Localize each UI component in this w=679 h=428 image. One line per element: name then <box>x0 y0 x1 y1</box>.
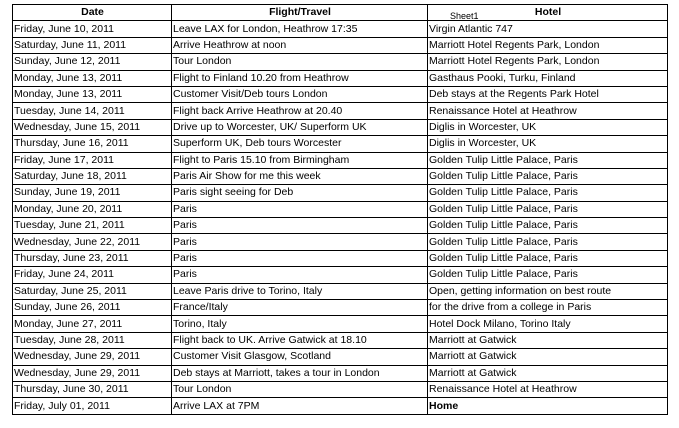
flight-cell[interactable]: Paris <box>172 250 428 266</box>
flight-cell[interactable]: Drive up to Worcester, UK/ Superform UK <box>172 119 428 135</box>
date-cell[interactable]: Wednesday, June 22, 2011 <box>13 234 172 250</box>
hotel-cell[interactable]: Diglis in Worcester, UK <box>428 136 668 152</box>
table-row <box>13 365 668 381</box>
table-row <box>13 267 668 283</box>
date-cell[interactable]: Sunday, June 26, 2011 <box>13 300 172 316</box>
flight-cell[interactable]: Arrive LAX at 7PM <box>172 398 428 414</box>
table-row <box>13 103 668 119</box>
hotel-cell[interactable]: Marriott at Gatwick <box>428 349 668 365</box>
flight-cell[interactable]: Superform UK, Deb tours Worcester <box>172 136 428 152</box>
table-row <box>13 21 668 37</box>
hotel-cell[interactable]: Golden Tulip Little Palace, Paris <box>428 250 668 266</box>
flight-cell[interactable]: Leave LAX for London, Heathrow 17:35 <box>172 21 428 37</box>
table-row <box>13 234 668 250</box>
date-cell[interactable]: Thursday, June 30, 2011 <box>13 381 172 397</box>
flight-cell[interactable]: France/Italy <box>172 300 428 316</box>
date-cell[interactable]: Monday, June 13, 2011 <box>13 70 172 86</box>
table-row <box>13 86 668 102</box>
date-cell[interactable]: Thursday, June 16, 2011 <box>13 136 172 152</box>
flight-cell[interactable]: Arrive Heathrow at noon <box>172 37 428 53</box>
flight-cell[interactable]: Paris sight seeing for Deb <box>172 185 428 201</box>
flight-cell[interactable]: Deb stays at Marriott, takes a tour in London <box>172 365 428 381</box>
date-cell[interactable]: Sunday, June 12, 2011 <box>13 54 172 70</box>
table-row <box>13 201 668 217</box>
date-cell[interactable]: Friday, June 17, 2011 <box>13 152 172 168</box>
table-row <box>13 283 668 299</box>
itinerary-rows <box>13 21 668 414</box>
hotel-cell[interactable]: Home <box>428 398 668 414</box>
hotel-cell[interactable]: Golden Tulip Little Palace, Paris <box>428 168 668 184</box>
hotel-cell[interactable]: Renaissance Hotel at Heathrow <box>428 381 668 397</box>
date-cell[interactable]: Monday, June 27, 2011 <box>13 316 172 332</box>
table-row <box>13 332 668 348</box>
flight-cell[interactable]: Paris <box>172 267 428 283</box>
flight-cell[interactable]: Tour London <box>172 381 428 397</box>
date-cell[interactable]: Wednesday, June 29, 2011 <box>13 349 172 365</box>
date-cell[interactable]: Tuesday, June 28, 2011 <box>13 332 172 348</box>
date-cell[interactable]: Wednesday, June 29, 2011 <box>13 365 172 381</box>
flight-cell[interactable]: Paris <box>172 234 428 250</box>
date-cell[interactable]: Friday, June 24, 2011 <box>13 267 172 283</box>
hotel-cell[interactable]: Diglis in Worcester, UK <box>428 119 668 135</box>
date-cell[interactable]: Saturday, June 18, 2011 <box>13 168 172 184</box>
table-row <box>13 300 668 316</box>
hotel-cell[interactable]: Golden Tulip Little Palace, Paris <box>428 267 668 283</box>
hotel-cell[interactable]: Golden Tulip Little Palace, Paris <box>428 185 668 201</box>
table-row <box>13 381 668 397</box>
sheet-name-label: Sheet1 <box>450 11 479 21</box>
flight-cell[interactable]: Paris Air Show for me this week <box>172 168 428 184</box>
table-row <box>13 250 668 266</box>
date-cell[interactable]: Monday, June 13, 2011 <box>13 86 172 102</box>
table-row <box>13 54 668 70</box>
table-row <box>13 136 668 152</box>
date-cell[interactable]: Monday, June 20, 2011 <box>13 201 172 217</box>
flight-cell[interactable]: Paris <box>172 218 428 234</box>
hotel-cell[interactable]: Gasthaus Pooki, Turku, Finland <box>428 70 668 86</box>
hotel-cell[interactable]: Marriott at Gatwick <box>428 332 668 348</box>
hotel-cell[interactable]: Marriott Hotel Regents Park, London <box>428 37 668 53</box>
hotel-cell[interactable]: for the drive from a college in Paris <box>428 300 668 316</box>
hotel-cell[interactable]: Open, getting information on best route <box>428 283 668 299</box>
table-row <box>13 168 668 184</box>
header-row <box>13 5 668 21</box>
itinerary-table <box>12 4 668 415</box>
hotel-cell[interactable]: Hotel Dock Milano, Torino Italy <box>428 316 668 332</box>
hotel-column-header[interactable]: Hotel <box>428 5 668 21</box>
hotel-cell[interactable]: Golden Tulip Little Palace, Paris <box>428 152 668 168</box>
date-cell[interactable]: Tuesday, June 14, 2011 <box>13 103 172 119</box>
flight-column-header[interactable]: Flight/Travel <box>172 5 428 21</box>
date-cell[interactable]: Wednesday, June 15, 2011 <box>13 119 172 135</box>
hotel-cell[interactable]: Marriott at Gatwick <box>428 365 668 381</box>
table-row <box>13 37 668 53</box>
flight-cell[interactable]: Flight to Finland 10.20 from Heathrow <box>172 70 428 86</box>
flight-cell[interactable]: Torino, Italy <box>172 316 428 332</box>
date-cell[interactable]: Friday, July 01, 2011 <box>13 398 172 414</box>
flight-cell[interactable]: Leave Paris drive to Torino, Italy <box>172 283 428 299</box>
table-row <box>13 70 668 86</box>
date-cell[interactable]: Friday, June 10, 2011 <box>13 21 172 37</box>
table-row <box>13 152 668 168</box>
hotel-cell[interactable]: Deb stays at the Regents Park Hotel <box>428 86 668 102</box>
flight-cell[interactable]: Customer Visit Glasgow, Scotland <box>172 349 428 365</box>
hotel-cell[interactable]: Golden Tulip Little Palace, Paris <box>428 234 668 250</box>
date-column-header[interactable]: Date <box>13 5 172 21</box>
hotel-cell[interactable]: Renaissance Hotel at Heathrow <box>428 103 668 119</box>
table-row <box>13 119 668 135</box>
flight-cell[interactable]: Paris <box>172 201 428 217</box>
table-row <box>13 185 668 201</box>
table-row <box>13 316 668 332</box>
flight-cell[interactable]: Flight to Paris 15.10 from Birmingham <box>172 152 428 168</box>
flight-cell[interactable]: Flight back Arrive Heathrow at 20.40 <box>172 103 428 119</box>
hotel-cell[interactable]: Virgin Atlantic 747 <box>428 21 668 37</box>
date-cell[interactable]: Tuesday, June 21, 2011 <box>13 218 172 234</box>
table-row <box>13 349 668 365</box>
date-cell[interactable]: Thursday, June 23, 2011 <box>13 250 172 266</box>
table-row <box>13 218 668 234</box>
hotel-cell[interactable]: Golden Tulip Little Palace, Paris <box>428 201 668 217</box>
date-cell[interactable]: Saturday, June 25, 2011 <box>13 283 172 299</box>
date-cell[interactable]: Sunday, June 19, 2011 <box>13 185 172 201</box>
flight-cell[interactable]: Customer Visit/Deb tours London <box>172 86 428 102</box>
flight-cell[interactable]: Tour London <box>172 54 428 70</box>
hotel-cell[interactable]: Golden Tulip Little Palace, Paris <box>428 218 668 234</box>
flight-cell[interactable]: Flight back to UK. Arrive Gatwick at 18.10 <box>172 332 428 348</box>
date-cell[interactable]: Saturday, June 11, 2011 <box>13 37 172 53</box>
hotel-cell[interactable]: Marriott Hotel Regents Park, London <box>428 54 668 70</box>
table-row <box>13 398 668 414</box>
